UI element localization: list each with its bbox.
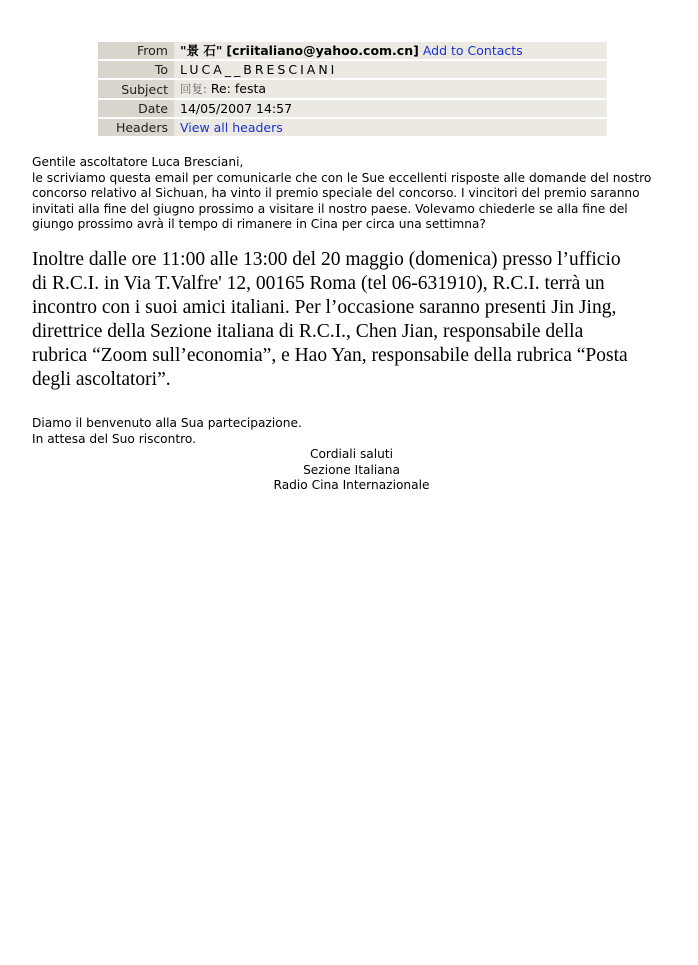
sender-name: "景 石" (180, 43, 223, 58)
add-to-contacts-link[interactable]: Add to Contacts (422, 43, 523, 58)
sender-email: [criitaliano@yahoo.com.cn] (226, 43, 419, 58)
subject-prefix: 回复: (180, 82, 207, 96)
email-header-table (98, 42, 607, 136)
date-row (98, 100, 607, 119)
view-all-headers-link[interactable]: View all headers (180, 120, 283, 135)
subject-value (174, 80, 607, 100)
from-label: From (98, 42, 174, 61)
to-label: To (98, 61, 174, 80)
date-label: Date (98, 100, 174, 119)
from-value (174, 42, 607, 61)
body-paragraph-greeting: Gentile ascoltatore Luca Bresciani, le scriviamo questa email per comunicarle che con le Sue eccellenti risposte alle domande del nostro concorso relativo al Sichuan, ha vinto il premio speciale del concorso. I vincitori del premio saranno invitati alla fine del giugno prossimo a visitare il nostro paese. Volevamo chiederle se alla fine del giungo prossimo avrà il tempo di rimanere in Cina per circa una settimna? (32, 155, 652, 231)
headers-row (98, 119, 607, 136)
date-value: 14/05/2007 14:57 (174, 100, 607, 119)
subject-label: Subject (98, 80, 174, 100)
headers-label: Headers (98, 119, 174, 136)
signature-greeting: Cordiali saluti (309, 447, 394, 461)
recipient-name: LUCA__BRESCIANI (180, 62, 338, 77)
headers-value (174, 119, 607, 136)
body-paragraph-event: Inoltre dalle ore 11:00 alle 13:00 del 20 maggio (domenica) presso l’ufficio di R.C.I. in Via T.Valfre' 12, 00165 Roma (tel 06-631910), R.C.I. terrà un incontro con i suoi amici italiani. Per l’occasione saranno presenti Jin Jing, direttrice della Sezione italiana di R.C.I., Chen Jian, responsabile della rubrica “Zoom sull’economia”, e Hao Yan, responsabile della rubrica “Posta degli ascoltatori”. (32, 249, 628, 390)
signature-organization: Radio Cina Internazionale (273, 478, 430, 492)
subject-row (98, 80, 607, 100)
to-value (174, 61, 607, 80)
from-row (98, 42, 607, 61)
signature-block (200, 447, 503, 494)
body-paragraph-closing: Diamo il benvenuto alla Sua partecipazione. In attesa del Suo riscontro. (32, 416, 302, 446)
to-row (98, 61, 607, 80)
subject-text: Re: festa (210, 81, 267, 96)
signature-section: Sezione Italiana (303, 462, 400, 477)
